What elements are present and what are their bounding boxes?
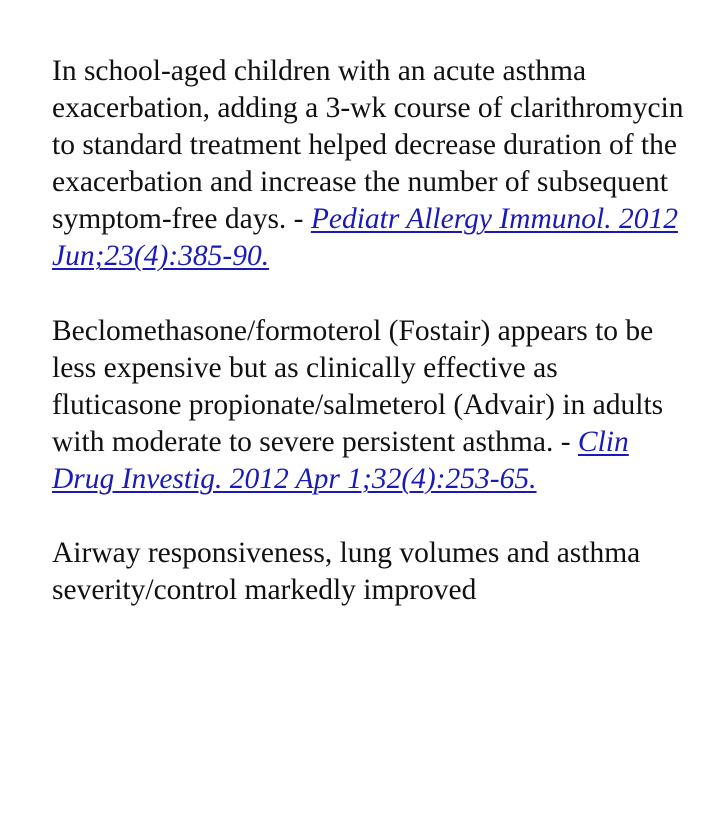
citation-link[interactable]: Pediatr Allergy Immunol. 2012 Jun;23(4):385-90. bbox=[52, 203, 678, 273]
citation-link[interactable]: Clin Drug Investig. 2012 Apr 1;32(4):253-65. bbox=[52, 425, 629, 496]
paragraph-text: Beclomethasone/formoterol (Fostair) appears to be less expensive but as clinically effective as fluticasone propionate/salmeterol (Advair) in adults with moderate to severe persistent asthma. - bbox=[52, 314, 664, 458]
document-body bbox=[52, 53, 692, 609]
paragraph-text: In school-aged children with an acute asthma exacerbation, adding a 3-wk course of clarithromycin to standard treatment helped decrease duration of the exacerbation and increase the number of subsequent symptom-free days. - bbox=[52, 55, 684, 236]
paragraph-beclomethasone bbox=[52, 313, 692, 498]
paragraph-text: Airway responsiveness, lung volumes and asthma severity/control markedly improved bbox=[52, 537, 641, 607]
paragraph-airway bbox=[52, 535, 692, 609]
paragraph-clarithromycin bbox=[52, 53, 692, 276]
